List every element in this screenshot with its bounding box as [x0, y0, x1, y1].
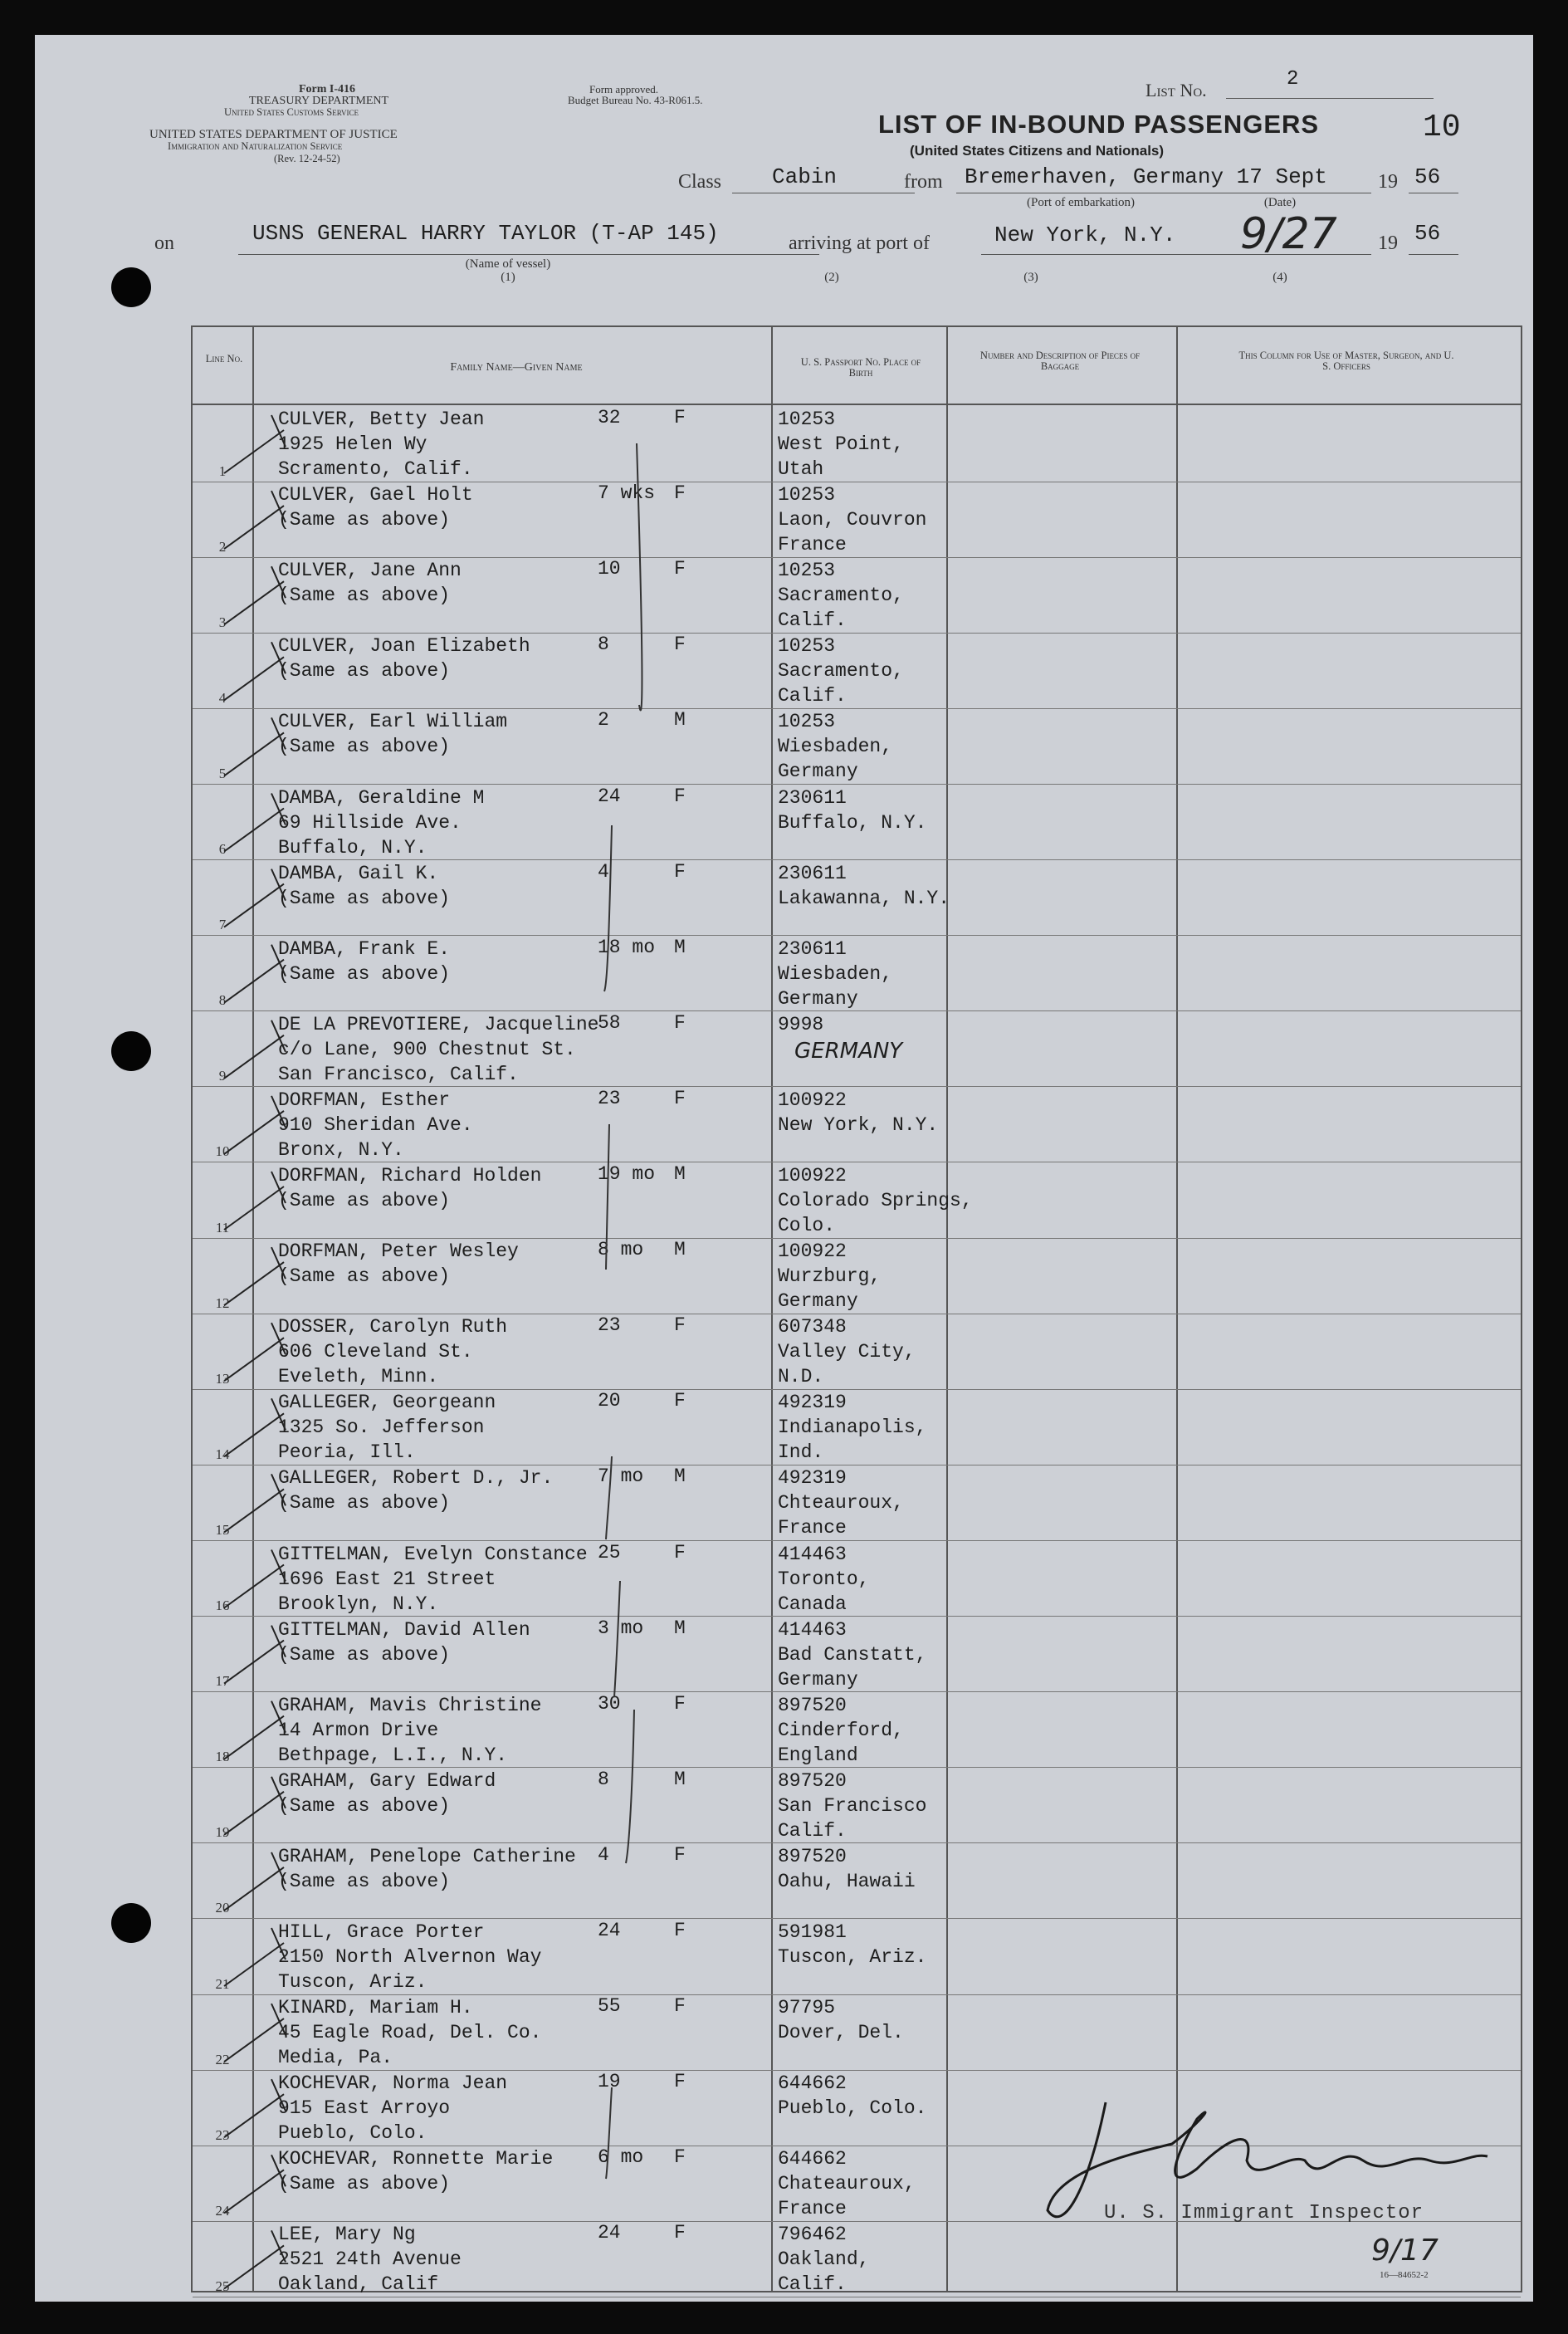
passport-line: 100922 — [778, 1165, 847, 1187]
passport-line: Lakawanna, N.Y. — [778, 887, 950, 909]
passenger-sex: F — [674, 1692, 686, 1715]
passport-line: N.D. — [778, 1366, 824, 1388]
passenger-name-line: GITTELMAN, Evelyn Constance — [278, 1543, 588, 1565]
caption-1: (1) — [501, 271, 515, 284]
passport-line: 10253 — [778, 484, 836, 506]
passport-line: Wurzburg, — [778, 1265, 882, 1288]
passenger-name-line: Bronx, N.Y. — [278, 1138, 404, 1161]
passenger-name-line: DORFMAN, Esther — [278, 1089, 451, 1111]
passenger-age: 6 mo — [598, 2146, 644, 2169]
line-number: 3 — [218, 614, 227, 630]
check-mark — [224, 2230, 286, 2288]
passenger-name-line: Oakland, Calif — [278, 2273, 439, 2296]
class-label: Class — [678, 171, 722, 193]
passenger-sex: F — [674, 558, 686, 580]
passport-line: Tuscon, Ariz. — [778, 1946, 927, 1968]
passport-line: 100922 — [778, 1240, 847, 1263]
line-number: 9 — [218, 1068, 227, 1084]
passenger-name-line: (Same as above) — [278, 1265, 451, 1288]
passenger-sex: F — [674, 1541, 686, 1563]
passport-line: 897520 — [778, 1694, 847, 1716]
check-mark — [224, 1474, 286, 1532]
passenger-name-line: (Same as above) — [278, 585, 451, 607]
passenger-sex: F — [674, 1995, 686, 2018]
passport-line: Chateauroux, — [778, 2173, 916, 2195]
passport-line: 644662 — [778, 2072, 847, 2095]
passenger-age: 23 — [598, 1087, 621, 1109]
line-number: 6 — [218, 841, 227, 857]
line-number: 12 — [215, 1294, 230, 1311]
passenger-name-line: KOCHEVAR, Norma Jean — [278, 2072, 508, 2095]
from-value: Bremerhaven, Germany 17 Sept — [965, 164, 1327, 189]
passenger-age: 24 — [598, 1920, 621, 1941]
passenger-name-line: DAMBA, Geraldine M — [278, 786, 485, 809]
passenger-sex: F — [674, 2222, 686, 2244]
passenger-sex: F — [674, 482, 686, 505]
passenger-name-line: (Same as above) — [278, 1870, 451, 1892]
line-number: 13 — [215, 1370, 230, 1387]
check-mark — [224, 717, 286, 776]
passenger-name-line: 2521 24th Avenue — [278, 2248, 462, 2271]
passenger-name-line: GRAHAM, Penelope Catherine — [278, 1845, 576, 1867]
passenger-name-line: (Same as above) — [278, 736, 451, 758]
passenger-name-line: 1696 East 21 Street — [278, 1568, 496, 1590]
passenger-age: 7 mo — [598, 1465, 644, 1488]
passenger-name-line: Tuscon, Ariz. — [278, 1971, 427, 1993]
port-caption: (Port of embarkation) — [1027, 196, 1135, 209]
check-mark — [224, 2079, 286, 2137]
line-number: 4 — [218, 689, 227, 706]
passenger-name-line: (Same as above) — [278, 887, 451, 909]
check-mark — [224, 2155, 286, 2213]
passenger-name-line: CULVER, Gael Holt — [278, 484, 473, 506]
check-mark — [224, 1852, 286, 1911]
passenger-name-line: (Same as above) — [278, 509, 451, 531]
budget-bureau: Budget Bureau No. 43-R061.5. — [568, 94, 703, 106]
passport-line: Germany — [778, 1290, 858, 1313]
line-number: 21 — [215, 1975, 230, 1992]
passport-line: 9998 — [778, 1013, 824, 1035]
passenger-name-line: GALLEGER, Robert D., Jr. — [278, 1467, 554, 1490]
passenger-name-line: DOSSER, Carolyn Ruth — [278, 1316, 508, 1338]
passenger-name-line: DORFMAN, Peter Wesley — [278, 1240, 519, 1263]
year-underline-2 — [1409, 254, 1458, 255]
passenger-name-line: Media, Pa. — [278, 2047, 393, 2069]
passport-line: Dover, Del. — [778, 2022, 904, 2044]
line-number: 16 — [215, 1598, 230, 1613]
from-label: from — [904, 171, 943, 193]
passenger-sex: F — [674, 1843, 686, 1866]
passenger-name-line: Brooklyn, N.Y. — [278, 1593, 439, 1615]
caption-4: (4) — [1272, 271, 1287, 284]
passenger-sex: F — [674, 407, 686, 428]
form-id: Form I-416 — [299, 83, 356, 95]
passenger-name-line: 2150 North Alvernon Way — [278, 1946, 542, 1968]
manifest-sheet — [35, 35, 1533, 2302]
passenger-name-line: DAMBA, Gail K. — [278, 862, 439, 884]
passport-line: 492319 — [778, 1392, 847, 1414]
arrival-date-handwritten: 9/27 — [1240, 209, 1337, 259]
passenger-name-line: (Same as above) — [278, 660, 451, 683]
passenger-sex: M — [674, 709, 686, 732]
passenger-name-line: HILL, Grace Porter — [278, 1921, 485, 1943]
line-number: 24 — [215, 2202, 230, 2219]
form-approved: Form approved. — [589, 83, 659, 95]
page-title: LIST OF IN-BOUND PASSENGERS — [878, 110, 1320, 139]
passenger-sex: F — [674, 1920, 686, 1941]
passenger-age: 19 — [598, 2071, 621, 2093]
passenger-name-line: KOCHEVAR, Ronnette Marie — [278, 2148, 554, 2170]
passenger-age: 10 — [598, 558, 621, 580]
passport-line: Chteauroux, — [778, 1492, 904, 1514]
passenger-age: 8 mo — [598, 1239, 644, 1261]
passenger-age: 24 — [598, 2222, 621, 2244]
passport-line: West Point, — [778, 433, 904, 455]
passport-line: 97795 — [778, 1997, 836, 2019]
passenger-name-line: Eveleth, Minn. — [278, 1366, 439, 1388]
check-mark — [224, 794, 286, 852]
line-number: 5 — [218, 765, 227, 781]
passport-line: Indianapolis, — [778, 1417, 927, 1439]
header-officers: This Column for Use of Master, Surgeon, and U. S. Officers — [1238, 350, 1454, 372]
passenger-name-line: 1925 Helen Wy — [278, 433, 427, 455]
line-number: 14 — [215, 1446, 230, 1462]
line-number: 2 — [218, 538, 227, 555]
passenger-sex: F — [674, 785, 686, 807]
check-mark — [224, 945, 286, 1003]
inspector-label: U. S. Immigrant Inspector — [1104, 2202, 1424, 2224]
list-no-underline — [1226, 98, 1434, 99]
arriving-label: arriving at port of — [789, 232, 930, 254]
passport-line: Sacramento, — [778, 660, 904, 683]
passport-line: 10253 — [778, 635, 836, 658]
passenger-name-line: CULVER, Jane Ann — [278, 560, 462, 582]
passenger-name-line: KINARD, Mariam H. — [278, 1997, 473, 2019]
passport-line: France — [778, 1517, 847, 1539]
passport-line: 100922 — [778, 1089, 847, 1111]
passenger-age: 7 wks — [598, 482, 656, 505]
caption-2: (2) — [824, 271, 839, 284]
passport-line: Germany — [778, 987, 858, 1010]
check-mark — [224, 1701, 286, 1759]
check-mark — [224, 415, 286, 473]
punch-hole — [111, 267, 151, 307]
passenger-name-line: GITTELMAN, David Allen — [278, 1618, 530, 1641]
passport-line: 607348 — [778, 1316, 847, 1338]
passenger-age: 8 — [598, 1768, 609, 1790]
passenger-sex: F — [674, 1314, 686, 1337]
line-number: 19 — [215, 1824, 230, 1841]
customs-service: United States Customs Service — [224, 106, 359, 118]
passenger-name-line: 1325 So. Jefferson — [278, 1417, 485, 1439]
passenger-sex: F — [674, 860, 686, 883]
passenger-age: 30 — [598, 1692, 621, 1715]
passenger-sex: F — [674, 1087, 686, 1109]
passport-line: Wiesbaden, — [778, 962, 893, 985]
line-number: 10 — [215, 1143, 230, 1160]
passenger-name-line: Scramento, Calif. — [278, 458, 473, 480]
passenger-name-line: CULVER, Betty Jean — [278, 409, 485, 430]
passenger-sex: M — [674, 1465, 686, 1488]
passenger-age: 8 — [598, 634, 609, 656]
passport-line: Cinderford, — [778, 1719, 904, 1741]
line-number: 15 — [215, 1521, 230, 1538]
check-mark — [224, 1928, 286, 1986]
passenger-sex: F — [674, 2071, 686, 2093]
passport-line: 897520 — [778, 1845, 847, 1867]
passport-line: France — [778, 2198, 847, 2220]
inspector-initials: 9/17 — [1371, 2234, 1439, 2268]
passport-line: Calif. — [778, 685, 847, 707]
vessel-name: USNS GENERAL HARRY TAYLOR (T-AP 145) — [252, 221, 719, 246]
passenger-name-line: GALLEGER, Georgeann — [278, 1392, 496, 1414]
on-label: on — [154, 232, 174, 254]
treasury-dept: TREASURY DEPARTMENT — [249, 95, 389, 107]
passenger-sex: F — [674, 634, 686, 656]
line-number: 8 — [218, 992, 227, 1009]
passenger-name-line: 69 Hillside Ave. — [278, 811, 462, 834]
passenger-age: 4 — [598, 860, 609, 883]
passport-line: Colorado Springs, — [778, 1190, 973, 1211]
passenger-name-line: GRAHAM, Gary Edward — [278, 1769, 496, 1792]
check-mark — [224, 869, 286, 927]
line-number: 1 — [218, 462, 227, 479]
passenger-name-line: GRAHAM, Mavis Christine — [278, 1694, 542, 1716]
year-value-1: 56 — [1414, 164, 1441, 189]
passenger-name-line: Peoria, Ill. — [278, 1441, 416, 1464]
line-number: 11 — [215, 1219, 230, 1236]
passenger-age: 24 — [598, 785, 621, 807]
passenger-name-line: 910 Sheridan Ave. — [278, 1113, 473, 1136]
passport-line: England — [778, 1744, 858, 1766]
passenger-sex: F — [674, 1011, 686, 1034]
check-mark — [224, 1247, 286, 1305]
handwritten-birthplace: GERMANY — [794, 1038, 903, 1064]
passenger-name-line: LEE, Mary Ng — [278, 2224, 416, 2246]
passenger-name-line: c/o Lane, 900 Chestnut St. — [278, 1038, 576, 1060]
passport-line: Utah — [778, 458, 824, 480]
punch-hole — [111, 1903, 151, 1943]
passport-line: Toronto, — [778, 1568, 870, 1590]
punch-hole — [111, 1031, 151, 1071]
passenger-name-line: DE LA PREVOTIERE, Jacqueline — [278, 1013, 599, 1035]
passport-line: Calif. — [778, 609, 847, 632]
check-mark — [224, 491, 286, 549]
passport-line: 230611 — [778, 786, 847, 809]
passenger-age: 18 mo — [598, 936, 656, 958]
line-number: 23 — [215, 2126, 230, 2143]
passenger-name-line: (Same as above) — [278, 1643, 451, 1666]
passport-line: Bad Canstatt, — [778, 1643, 927, 1666]
passport-line: Oahu, Hawaii — [778, 1870, 916, 1892]
list-no-value: 2 — [1287, 68, 1299, 91]
passport-line: Colo. — [778, 1215, 836, 1236]
passport-line: New York, N.Y. — [778, 1113, 939, 1136]
caption-3: (3) — [1023, 271, 1038, 284]
passenger-sex: M — [674, 1239, 686, 1261]
passenger-name-line: (Same as above) — [278, 962, 451, 985]
passport-line: Laon, Couvron — [778, 509, 927, 531]
passport-line: Ind. — [778, 1441, 824, 1464]
passport-line: France — [778, 534, 847, 556]
passport-line: Canada — [778, 1593, 847, 1615]
check-mark — [224, 1323, 286, 1381]
header-passport: U. S. Passport No. Place of Birth — [800, 356, 921, 379]
passenger-age: 3 mo — [598, 1617, 644, 1639]
passport-line: 591981 — [778, 1921, 847, 1943]
passenger-name-line: CULVER, Joan Elizabeth — [278, 635, 530, 658]
passenger-age: 4 — [598, 1843, 609, 1866]
passport-line: 644662 — [778, 2148, 847, 2170]
handwritten-marks — [193, 327, 1521, 2291]
header-name: Family Name—Given Name — [450, 361, 583, 374]
passenger-name-line: 606 Cleveland St. — [278, 1341, 473, 1363]
list-no-label: List No. — [1145, 80, 1207, 100]
check-mark — [224, 642, 286, 700]
passport-line: Pueblo, Colo. — [778, 2097, 927, 2120]
passport-line: Valley City, — [778, 1341, 916, 1363]
passenger-name-line: DAMBA, Frank E. — [278, 937, 451, 960]
check-mark — [224, 1172, 286, 1230]
passenger-name-line: DORFMAN, Richard Holden — [278, 1165, 542, 1187]
passport-line: Germany — [778, 761, 858, 783]
passenger-name-line: Pueblo, Colo. — [278, 2122, 427, 2145]
arrival-port: New York, N.Y. — [994, 223, 1176, 247]
passport-line: 492319 — [778, 1467, 847, 1490]
passport-line: 230611 — [778, 862, 847, 884]
passenger-name-line: (Same as above) — [278, 1492, 451, 1514]
passenger-age: 25 — [598, 1541, 621, 1563]
passenger-name-line: 14 Armon Drive — [278, 1719, 439, 1741]
passport-line: 897520 — [778, 1769, 847, 1792]
passport-line: Calif. — [778, 1819, 847, 1842]
passenger-name-line: (Same as above) — [278, 1794, 451, 1817]
line-number: 25 — [215, 2278, 230, 2294]
form-code: 16—84652-2 — [1380, 2270, 1429, 2280]
passport-line: 10253 — [778, 409, 836, 430]
check-mark — [224, 1398, 286, 1456]
year-prefix-1: 19 — [1378, 171, 1398, 193]
year-value-2: 56 — [1414, 221, 1441, 246]
page-number: 10 — [1423, 110, 1461, 145]
class-value: Cabin — [772, 164, 838, 189]
passenger-name-line: Bethpage, L.I., N.Y. — [278, 1744, 508, 1766]
passenger-sex: M — [674, 1617, 686, 1639]
passport-line: 230611 — [778, 937, 847, 960]
justice-dept: UNITED STATES DEPARTMENT OF JUSTICE — [149, 128, 398, 141]
passenger-sex: F — [674, 1390, 686, 1412]
passenger-name-line: 915 East Arroyo — [278, 2097, 451, 2120]
line-number: 20 — [215, 1900, 230, 1916]
check-mark — [224, 1096, 286, 1154]
line-number: 22 — [215, 2051, 230, 2067]
passport-line: Sacramento, — [778, 585, 904, 607]
passenger-age: 23 — [598, 1314, 621, 1337]
ins-service: Immigration and Naturalization Service — [168, 140, 343, 152]
passenger-sex: M — [674, 936, 686, 958]
line-number: 7 — [218, 917, 227, 933]
passport-line: 414463 — [778, 1543, 847, 1565]
check-mark — [224, 1777, 286, 1835]
date-caption: (Date) — [1263, 196, 1297, 209]
passenger-sex: M — [674, 1163, 686, 1185]
check-mark — [224, 1626, 286, 1684]
passport-line: 10253 — [778, 560, 836, 582]
check-mark — [224, 1020, 286, 1079]
line-number: 18 — [215, 1749, 230, 1765]
year-prefix-2: 19 — [1378, 232, 1398, 254]
check-mark — [224, 1550, 286, 1608]
passport-line: Buffalo, N.Y. — [778, 811, 927, 834]
passenger-age: 2 — [598, 709, 609, 732]
passenger-age: 19 mo — [598, 1163, 656, 1185]
revision-date: (Rev. 12-24-52) — [274, 153, 340, 164]
page-subtitle: (United States Citizens and Nationals) — [910, 143, 1165, 159]
passenger-name-line: Buffalo, N.Y. — [278, 836, 427, 859]
passenger-name-line: San Francisco, Calif. — [278, 1063, 519, 1085]
passport-line: San Francisco — [778, 1794, 927, 1817]
passenger-name-line: (Same as above) — [278, 2173, 451, 2195]
passenger-sex: F — [674, 2146, 686, 2169]
check-mark — [224, 566, 286, 624]
check-mark — [224, 2004, 286, 2062]
passenger-age: 55 — [598, 1995, 621, 2018]
vessel-underline — [238, 254, 819, 255]
passenger-age: 20 — [598, 1390, 621, 1412]
passport-line: Oakland, — [778, 2248, 870, 2271]
passenger-name-line: (Same as above) — [278, 1190, 451, 1211]
passenger-sex: M — [674, 1768, 686, 1790]
passport-line: 796462 — [778, 2224, 847, 2246]
passport-line: Wiesbaden, — [778, 736, 893, 758]
passport-line: Calif. — [778, 2273, 847, 2296]
passenger-age: 32 — [598, 407, 621, 428]
passenger-name-line: 45 Eagle Road, Del. Co. — [278, 2022, 542, 2044]
passport-line: 414463 — [778, 1618, 847, 1641]
line-number: 17 — [215, 1673, 230, 1690]
passenger-age: 58 — [598, 1011, 621, 1034]
passport-line: Germany — [778, 1668, 858, 1691]
header-line-no: Line No. — [205, 353, 243, 365]
passport-line: 10253 — [778, 711, 836, 733]
passenger-name-line: CULVER, Earl William — [278, 711, 508, 733]
vessel-caption: (Name of vessel) — [465, 257, 551, 271]
header-baggage: Number and Description of Pieces of Baggage — [979, 350, 1141, 372]
passenger-table — [191, 325, 1522, 2296]
